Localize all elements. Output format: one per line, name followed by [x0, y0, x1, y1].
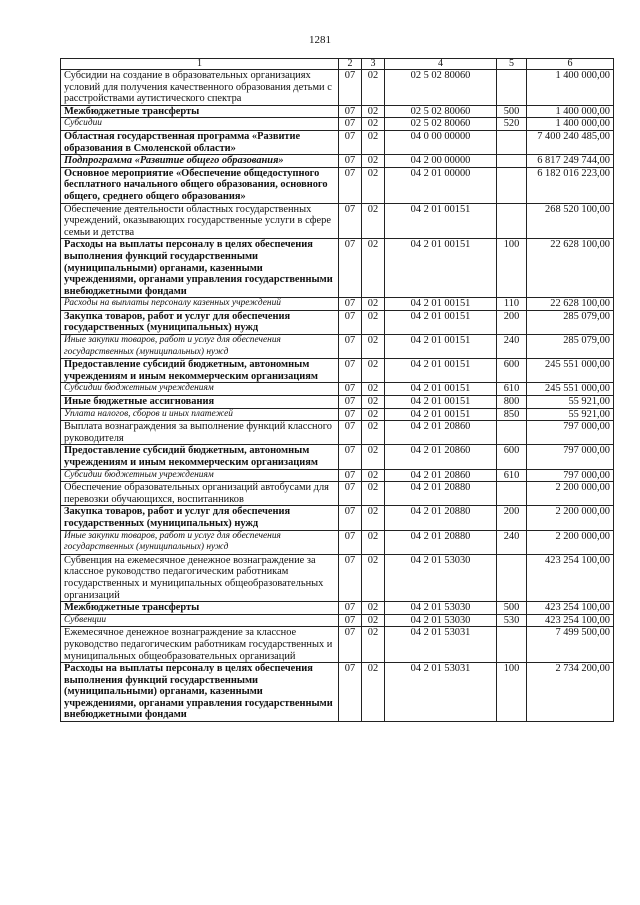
subsection-code-cell: 02	[362, 614, 385, 627]
section-code-cell: 07	[339, 310, 362, 334]
table-row	[61, 530, 614, 554]
amount-cell: 7 400 240 485,00	[527, 130, 614, 154]
amount-cell: 423 254 100,00	[527, 602, 614, 615]
subsection-code-cell: 02	[362, 469, 385, 482]
amount-cell: 6 182 016 223,00	[527, 167, 614, 203]
subsection-code-cell: 02	[362, 105, 385, 118]
expense-name-cell: Обеспечение деятельности областных государственных учреждений, оказывающих государственные услуги в сфере семьи и детства	[61, 203, 339, 239]
amount-cell: 22 628 100,00	[527, 239, 614, 298]
expense-name-cell: Иные закупки товаров, работ и услуг для обеспечения государственных (муниципальных) нужд	[61, 530, 339, 554]
budget-table	[60, 58, 614, 722]
table-row	[61, 396, 614, 409]
header-cell: 5	[497, 59, 527, 70]
section-code-cell: 07	[339, 506, 362, 530]
amount-cell: 797 000,00	[527, 469, 614, 482]
table-row	[61, 614, 614, 627]
target-article-cell: 04 2 01 00151	[385, 359, 497, 383]
subsection-code-cell: 02	[362, 627, 385, 663]
target-article-cell: 04 0 00 00000	[385, 130, 497, 154]
amount-cell: 423 254 100,00	[527, 614, 614, 627]
amount-cell: 2 200 000,00	[527, 506, 614, 530]
table-row	[61, 203, 614, 239]
table-row	[61, 335, 614, 359]
target-article-cell: 04 2 01 20880	[385, 506, 497, 530]
section-code-cell: 07	[339, 118, 362, 131]
expense-type-cell: 240	[497, 335, 527, 359]
amount-cell: 245 551 000,00	[527, 383, 614, 396]
section-code-cell: 07	[339, 614, 362, 627]
amount-cell: 2 200 000,00	[527, 482, 614, 506]
target-article-cell: 04 2 01 20860	[385, 421, 497, 445]
expense-type-cell	[497, 554, 527, 601]
section-code-cell: 07	[339, 167, 362, 203]
subsection-code-cell: 02	[362, 155, 385, 168]
expense-type-cell: 600	[497, 359, 527, 383]
target-article-cell: 04 2 01 00151	[385, 396, 497, 409]
section-code-cell: 07	[339, 445, 362, 469]
section-code-cell: 07	[339, 408, 362, 421]
expense-type-cell: 500	[497, 105, 527, 118]
expense-type-cell: 530	[497, 614, 527, 627]
subsection-code-cell: 02	[362, 359, 385, 383]
subsection-code-cell: 02	[362, 602, 385, 615]
expense-type-cell: 110	[497, 298, 527, 311]
table-row	[61, 506, 614, 530]
expense-type-cell	[497, 70, 527, 106]
subsection-code-cell: 02	[362, 70, 385, 106]
table-row	[61, 469, 614, 482]
target-article-cell: 02 5 02 80060	[385, 105, 497, 118]
expense-name-cell: Субсидии бюджетным учреждениям	[61, 469, 339, 482]
expense-type-cell: 800	[497, 396, 527, 409]
amount-cell: 797 000,00	[527, 421, 614, 445]
header-cell: 6	[527, 59, 614, 70]
expense-type-cell: 100	[497, 239, 527, 298]
table-row	[61, 130, 614, 154]
expense-name-cell: Расходы на выплаты персоналу казенных учреждений	[61, 298, 339, 311]
table-row	[61, 421, 614, 445]
amount-cell: 2 200 000,00	[527, 530, 614, 554]
section-code-cell: 07	[339, 130, 362, 154]
target-article-cell: 04 2 01 00151	[385, 383, 497, 396]
table-row	[61, 167, 614, 203]
amount-cell: 245 551 000,00	[527, 359, 614, 383]
expense-name-cell: Иные бюджетные ассигнования	[61, 396, 339, 409]
subsection-code-cell: 02	[362, 167, 385, 203]
target-article-cell: 04 2 00 00000	[385, 155, 497, 168]
target-article-cell: 04 2 01 53031	[385, 663, 497, 722]
expense-type-cell	[497, 203, 527, 239]
target-article-cell: 04 2 01 53030	[385, 614, 497, 627]
amount-cell: 423 254 100,00	[527, 554, 614, 601]
amount-cell: 7 499 500,00	[527, 627, 614, 663]
target-article-cell: 04 2 01 00151	[385, 298, 497, 311]
expense-type-cell: 100	[497, 663, 527, 722]
header-cell: 2	[339, 59, 362, 70]
section-code-cell: 07	[339, 359, 362, 383]
expense-name-cell: Межбюджетные трансферты	[61, 602, 339, 615]
subsection-code-cell: 02	[362, 554, 385, 601]
subsection-code-cell: 02	[362, 239, 385, 298]
target-article-cell: 02 5 02 80060	[385, 70, 497, 106]
expense-type-cell: 500	[497, 602, 527, 615]
table-row	[61, 445, 614, 469]
table-row	[61, 627, 614, 663]
subsection-code-cell: 02	[362, 445, 385, 469]
target-article-cell: 04 2 01 20880	[385, 530, 497, 554]
expense-name-cell: Субсидии	[61, 118, 339, 131]
expense-name-cell: Иные закупки товаров, работ и услуг для обеспечения государственных (муниципальных) нужд	[61, 335, 339, 359]
target-article-cell: 04 2 01 53031	[385, 627, 497, 663]
section-code-cell: 07	[339, 627, 362, 663]
expense-name-cell: Уплата налогов, сборов и иных платежей	[61, 408, 339, 421]
target-article-cell: 04 2 01 00151	[385, 203, 497, 239]
section-code-cell: 07	[339, 530, 362, 554]
section-code-cell: 07	[339, 70, 362, 106]
section-code-cell: 07	[339, 155, 362, 168]
subsection-code-cell: 02	[362, 396, 385, 409]
section-code-cell: 07	[339, 335, 362, 359]
amount-cell: 797 000,00	[527, 445, 614, 469]
amount-cell: 2 734 200,00	[527, 663, 614, 722]
table-row	[61, 105, 614, 118]
target-article-cell: 04 2 01 20860	[385, 469, 497, 482]
header-cell: 1	[61, 59, 339, 70]
subsection-code-cell: 02	[362, 408, 385, 421]
subsection-code-cell: 02	[362, 118, 385, 131]
subsection-code-cell: 02	[362, 310, 385, 334]
target-article-cell: 04 2 01 53030	[385, 602, 497, 615]
section-code-cell: 07	[339, 554, 362, 601]
expense-type-cell	[497, 421, 527, 445]
expense-name-cell: Расходы на выплаты персоналу в целях обеспечения выполнения функций государственными (муниципальными) органами, казенными учреждениями, органами управления государственными внебюджетными фондами	[61, 239, 339, 298]
section-code-cell: 07	[339, 239, 362, 298]
subsection-code-cell: 02	[362, 663, 385, 722]
subsection-code-cell: 02	[362, 482, 385, 506]
expense-type-cell	[497, 167, 527, 203]
expense-name-cell: Областная государственная программа «Развитие образования в Смоленской области»	[61, 130, 339, 154]
section-code-cell: 07	[339, 602, 362, 615]
amount-cell: 285 079,00	[527, 310, 614, 334]
table-row	[61, 359, 614, 383]
expense-type-cell	[497, 155, 527, 168]
expense-name-cell: Предоставление субсидий бюджетным, автономным учреждениям и иным некоммерческим организациям	[61, 359, 339, 383]
amount-cell: 285 079,00	[527, 335, 614, 359]
expense-name-cell: Ежемесячное денежное вознаграждение за классное руководство педагогическим работникам государственных и муниципальных общеобразовательных организаций	[61, 627, 339, 663]
table-header-row	[61, 59, 614, 70]
expense-name-cell: Субвенции	[61, 614, 339, 627]
target-article-cell: 04 2 01 00000	[385, 167, 497, 203]
expense-name-cell: Закупка товаров, работ и услуг для обеспечения государственных (муниципальных) нужд	[61, 506, 339, 530]
section-code-cell: 07	[339, 383, 362, 396]
expense-name-cell: Предоставление субсидий бюджетным, автономным учреждениям и иным некоммерческим организациям	[61, 445, 339, 469]
amount-cell: 6 817 249 744,00	[527, 155, 614, 168]
section-code-cell: 07	[339, 663, 362, 722]
expense-type-cell	[497, 627, 527, 663]
page-number: 1281	[309, 34, 331, 46]
expense-name-cell: Выплата вознаграждения за выполнение функций классного руководителя	[61, 421, 339, 445]
expense-type-cell: 200	[497, 310, 527, 334]
expense-name-cell: Подпрограмма «Развитие общего образования»	[61, 155, 339, 168]
section-code-cell: 07	[339, 396, 362, 409]
section-code-cell: 07	[339, 421, 362, 445]
amount-cell: 1 400 000,00	[527, 70, 614, 106]
expense-name-cell: Основное мероприятие «Обеспечение общедоступного бесплатного начального общего образования, основного общего, среднего общего образования»	[61, 167, 339, 203]
expense-type-cell: 200	[497, 506, 527, 530]
target-article-cell: 04 2 01 20880	[385, 482, 497, 506]
expense-type-cell: 520	[497, 118, 527, 131]
amount-cell: 22 628 100,00	[527, 298, 614, 311]
section-code-cell: 07	[339, 469, 362, 482]
expense-name-cell: Субсидии бюджетным учреждениям	[61, 383, 339, 396]
subsection-code-cell: 02	[362, 421, 385, 445]
target-article-cell: 04 2 01 53030	[385, 554, 497, 601]
amount-cell: 55 921,00	[527, 396, 614, 409]
expense-name-cell: Расходы на выплаты персоналу в целях обеспечения выполнения функций государственными (муниципальными) органами, казенными учреждениями, органами управления государственными внебюджетными фондами	[61, 663, 339, 722]
target-article-cell: 04 2 01 00151	[385, 310, 497, 334]
table-row	[61, 155, 614, 168]
table-row	[61, 482, 614, 506]
subsection-code-cell: 02	[362, 530, 385, 554]
amount-cell: 55 921,00	[527, 408, 614, 421]
subsection-code-cell: 02	[362, 130, 385, 154]
amount-cell: 1 400 000,00	[527, 118, 614, 131]
expense-type-cell	[497, 482, 527, 506]
header-cell: 3	[362, 59, 385, 70]
expense-name-cell: Межбюджетные трансферты	[61, 105, 339, 118]
section-code-cell: 07	[339, 105, 362, 118]
table-row	[61, 602, 614, 615]
table-row	[61, 118, 614, 131]
amount-cell: 1 400 000,00	[527, 105, 614, 118]
table-row	[61, 70, 614, 106]
subsection-code-cell: 02	[362, 506, 385, 530]
table-row	[61, 298, 614, 311]
table-row	[61, 383, 614, 396]
target-article-cell: 04 2 01 00151	[385, 408, 497, 421]
amount-cell: 268 520 100,00	[527, 203, 614, 239]
section-code-cell: 07	[339, 298, 362, 311]
section-code-cell: 07	[339, 482, 362, 506]
target-article-cell: 04 2 01 20860	[385, 445, 497, 469]
expense-name-cell: Субсидии на создание в образовательных организациях условий для получения качественного образования детьми с расстройствами аутистического спектра	[61, 70, 339, 106]
table-row	[61, 239, 614, 298]
expense-type-cell: 850	[497, 408, 527, 421]
subsection-code-cell: 02	[362, 203, 385, 239]
expense-type-cell	[497, 130, 527, 154]
expense-type-cell: 610	[497, 469, 527, 482]
target-article-cell: 04 2 01 00151	[385, 335, 497, 359]
expense-type-cell: 610	[497, 383, 527, 396]
subsection-code-cell: 02	[362, 298, 385, 311]
subsection-code-cell: 02	[362, 383, 385, 396]
table-row	[61, 310, 614, 334]
section-code-cell: 07	[339, 203, 362, 239]
expense-type-cell: 600	[497, 445, 527, 469]
table-row	[61, 408, 614, 421]
expense-name-cell: Закупка товаров, работ и услуг для обеспечения государственных (муниципальных) нужд	[61, 310, 339, 334]
expense-name-cell: Субвенция на ежемесячное денежное вознаграждение за классное руководство педагогическим работникам государственных и муниципальных общеобразовательных организаций	[61, 554, 339, 601]
header-cell: 4	[385, 59, 497, 70]
target-article-cell: 02 5 02 80060	[385, 118, 497, 131]
table-row	[61, 663, 614, 722]
subsection-code-cell: 02	[362, 335, 385, 359]
expense-type-cell: 240	[497, 530, 527, 554]
expense-name-cell: Обеспечение образовательных организаций автобусами для перевозки обучающихся, воспитанников	[61, 482, 339, 506]
table-row	[61, 554, 614, 601]
target-article-cell: 04 2 01 00151	[385, 239, 497, 298]
